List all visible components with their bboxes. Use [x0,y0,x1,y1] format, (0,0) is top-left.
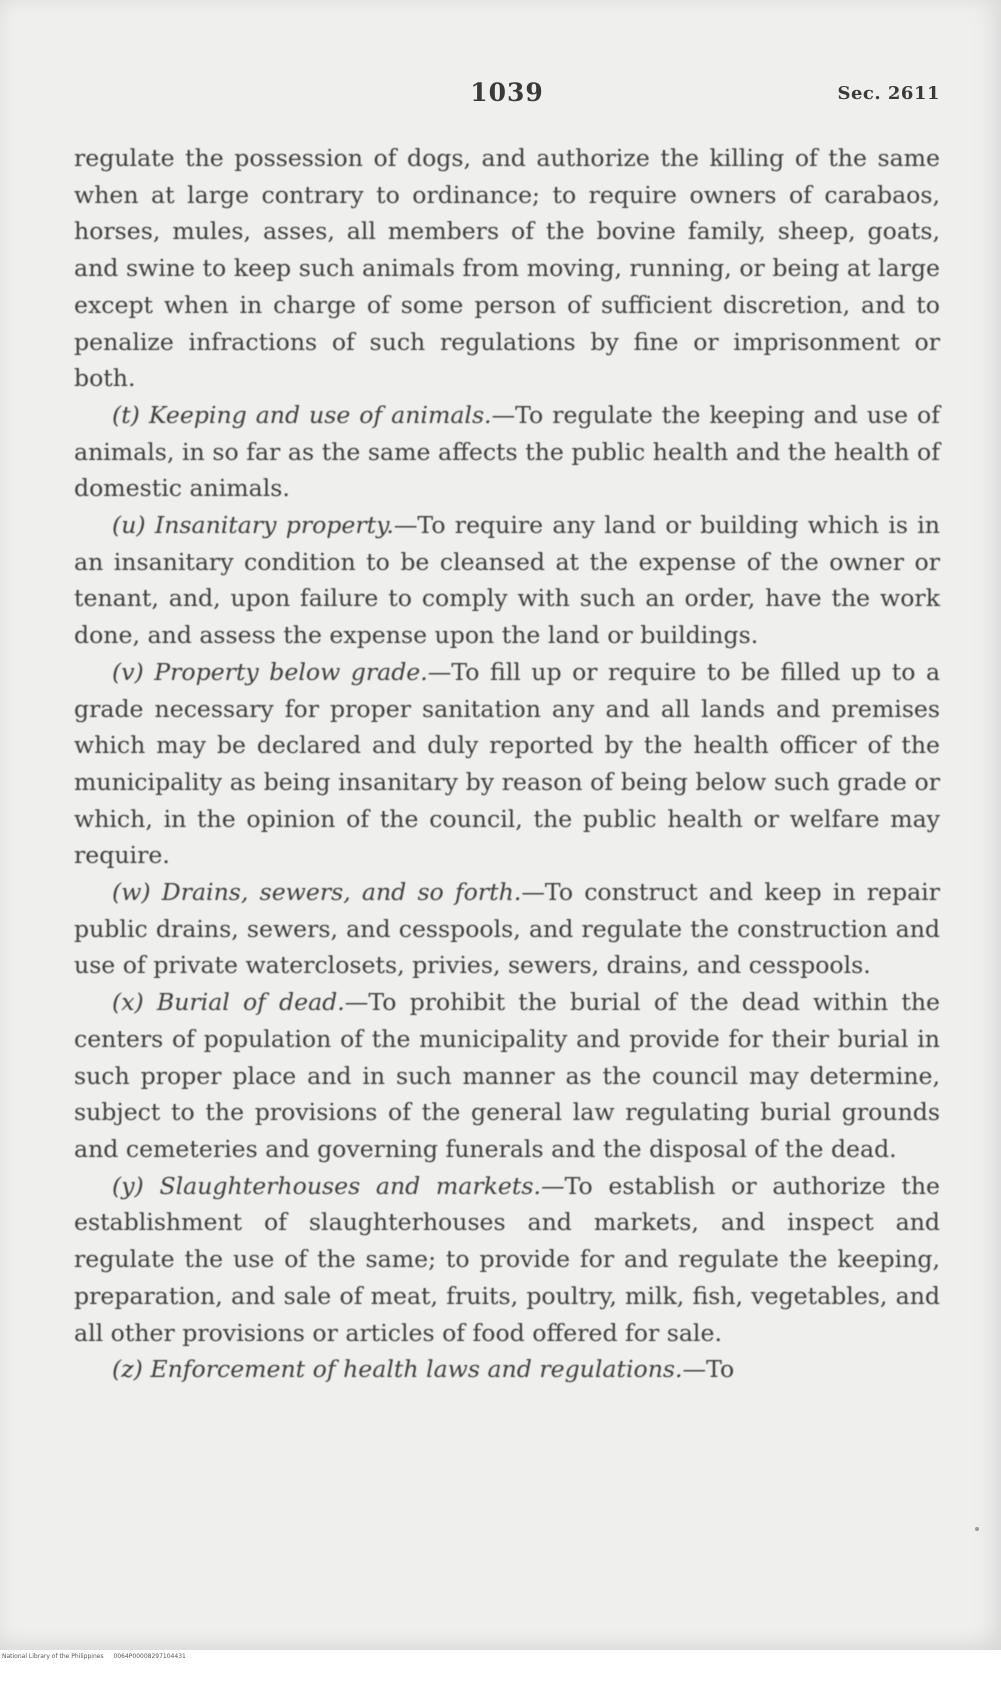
paragraph-text: —To establish or authorize the establishment of slaughterhouses and markets, and inspect and regulate the use of the same; to provide for and regulate the keeping, preparation, and sale of meat, fruits, poultry, milk, fish, vegetables, and all other provisions or articles of food offered for sale. [74,1171,941,1347]
scan-speck [975,1527,979,1531]
paragraph-letter: (x) [112,988,144,1017]
paragraph-z-enforcement [74,1351,940,1388]
paragraph-heading: Keeping and use of animals. [148,400,492,429]
paragraph-text: —To fill up or require to be filled up to a grade necessary for proper sanitation any and all lands and premises which may be declared and duly reported by the health officer of the municipality as being insanitary by reason of being below such grade or which, in the opinion of the council, the public health or welfare may require. [74,657,941,870]
paragraph-continuation [74,140,940,397]
paragraph-text: —To construct and keep in repair public drains, sewers, and cesspools, and regulate the construction and use of private waterclosets, privies, sewers, drains, and cesspools. [74,878,940,980]
paragraph-text: —To prohibit the burial of the dead within the centers of population of the municipality and provide for their burial in such proper place and in such manner as the council may determine, subject to the provisions of the general law regulating burial grounds and cemeteries and governing funerals and the disposal of the dead. [74,988,940,1163]
paragraph-text: —To [682,1355,735,1384]
page-number: 1039 [470,78,544,107]
paragraph-letter: (w) [112,878,151,907]
paragraph-t-keeping-animals [74,397,940,507]
paragraph-v-property-below-grade [74,654,940,874]
section-reference: Sec. 2611 [837,83,940,104]
footer-source: National Library of the Philippines [2,1653,104,1660]
paragraph-letter: (v) [112,657,144,686]
paragraph-text: —To regulate the keeping and use of animals, in so far as the same affects the public health and the health of domestic animals. [74,400,940,503]
paragraph-heading: Burial of dead. [156,988,345,1017]
paragraph-x-burial-of-dead [74,984,940,1168]
paragraph-heading: Insanitary property. [154,511,394,540]
scan-footer [0,1650,1001,1691]
paragraph-heading: Drains, sewers, and so forth. [161,878,522,907]
paragraph-letter: (t) [112,400,140,429]
paragraph-text: —To require any land or building which is in an insanitary condition to be cleansed at the expense of the owner or tenant, and, upon failure to comply with such an order, have the work done, and assess the expense upon the land or buildings. [74,511,940,650]
paragraph-heading: Slaughterhouses and markets. [159,1171,541,1200]
page-header [74,74,940,114]
paragraph-letter: (u) [112,511,146,540]
paragraph-heading: Property below grade. [154,657,428,686]
paragraph-letter: (y) [112,1171,144,1200]
paragraph-letter: (z) [112,1355,143,1384]
footer-text [2,1653,194,1660]
paragraph-u-insanitary-property [74,507,940,654]
paragraph-y-slaughterhouses [74,1168,940,1352]
footer-id: 0064P00008297104431 [113,1653,186,1660]
paragraph-heading: Enforcement of health laws and regulations. [150,1355,683,1384]
body-text [74,140,940,1388]
paragraph-text: regulate the possession of dogs, and authorize the killing of the same when at large contrary to ordinance; to require owners of carabaos, horses, mules, asses, all members of the bovine family, sheep, goats, and swine to keep such animals from moving, running, or being at large except when in charge of some person of sufficient discretion, and to penalize infractions of such regulations by fine or imprisonment or both. [74,144,940,393]
paragraph-w-drains-sewers [74,874,940,984]
